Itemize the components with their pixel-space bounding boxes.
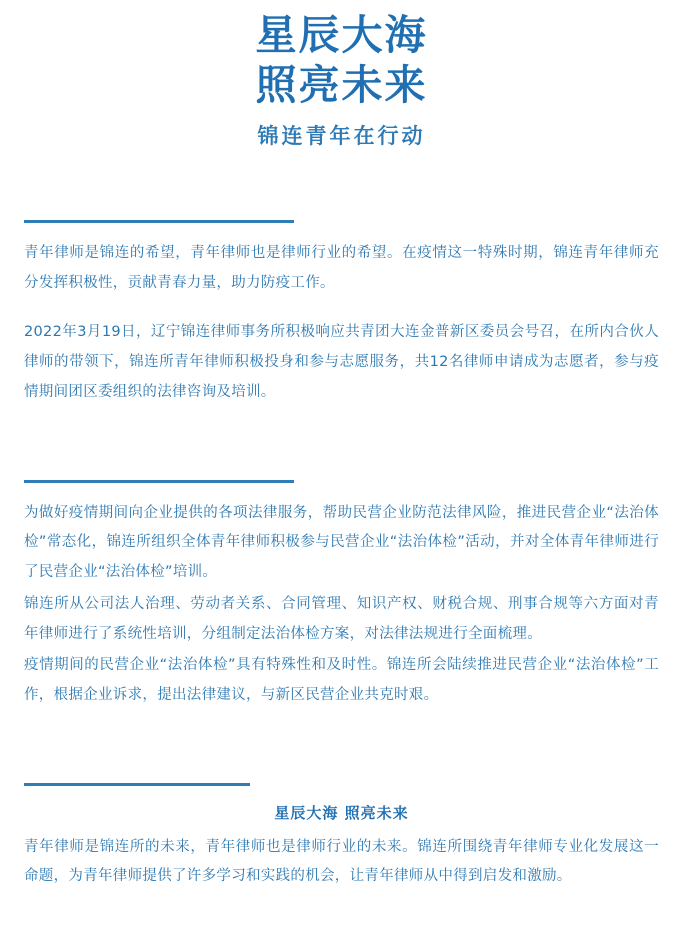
banner-header [0,0,683,150]
section-one-paragraph-1: 青年律师是锦连的希望，青年律师也是律师行业的希望。在疫情这一特殊时期，锦连青年律师充分发挥积极性，贡献青春力量，助力防疫工作。 [24,245,659,291]
section-one-divider [24,220,294,223]
section-one [0,220,683,408]
banner-title-line-2: 照亮未来 [255,61,428,110]
section-two-divider [24,480,294,483]
banner-title-line-1: 星辰大海 [255,11,428,59]
section-three-heading: 星辰大海 照亮未来 [274,803,409,822]
section-two-paragraph-3: 疫情期间的民营企业“法治体检”具有特殊性和及时性。锦连所会陆续推进民营企业“法治体检”工作，根据企业诉求，提出法律建议，与新区民营企业共克时艰。 [24,657,659,703]
section-one-paragraph-2: 2022年3月19日，辽宁锦连律师事务所积极响应共青团大连金普新区委员会号召，在所内合伙人律师的带领下，锦连所青年律师积极投身和参与志愿服务，共12名律师申请成为志愿者，参与疫情期间团区委组织的法律咨询及培训。 [24,324,659,400]
section-two-paragraph-1: 为做好疫情期间向企业提供的各项法律服务，帮助民营企业防范法律风险，推进民营企业“法治体检”常态化，锦连所组织全体青年律师积极参与民营企业“法治体检”活动，并对全体青年律师进行了民营企业“法治体检”培训。 [24,504,659,581]
banner-subtitle: 锦连青年在行动 [257,124,426,149]
section-two [0,480,683,711]
section-two-paragraph-2: 锦连所从公司法人治理、劳动者关系、合同管理、知识产权、财税合规、刑事合规等六方面对青年律师进行了系统性培训，分组制定法治体检方案，对法律法规进行全面梳理。 [24,595,659,642]
section-three [0,783,683,892]
section-three-paragraph-1: 青年律师是锦连所的未来，青年律师也是律师行业的未来。锦连所围绕青年律师专业化发展这一命题，为青年律师提供了许多学习和实践的机会，让青年律师从中得到启发和激励。 [24,838,659,885]
section-three-divider [24,783,250,786]
